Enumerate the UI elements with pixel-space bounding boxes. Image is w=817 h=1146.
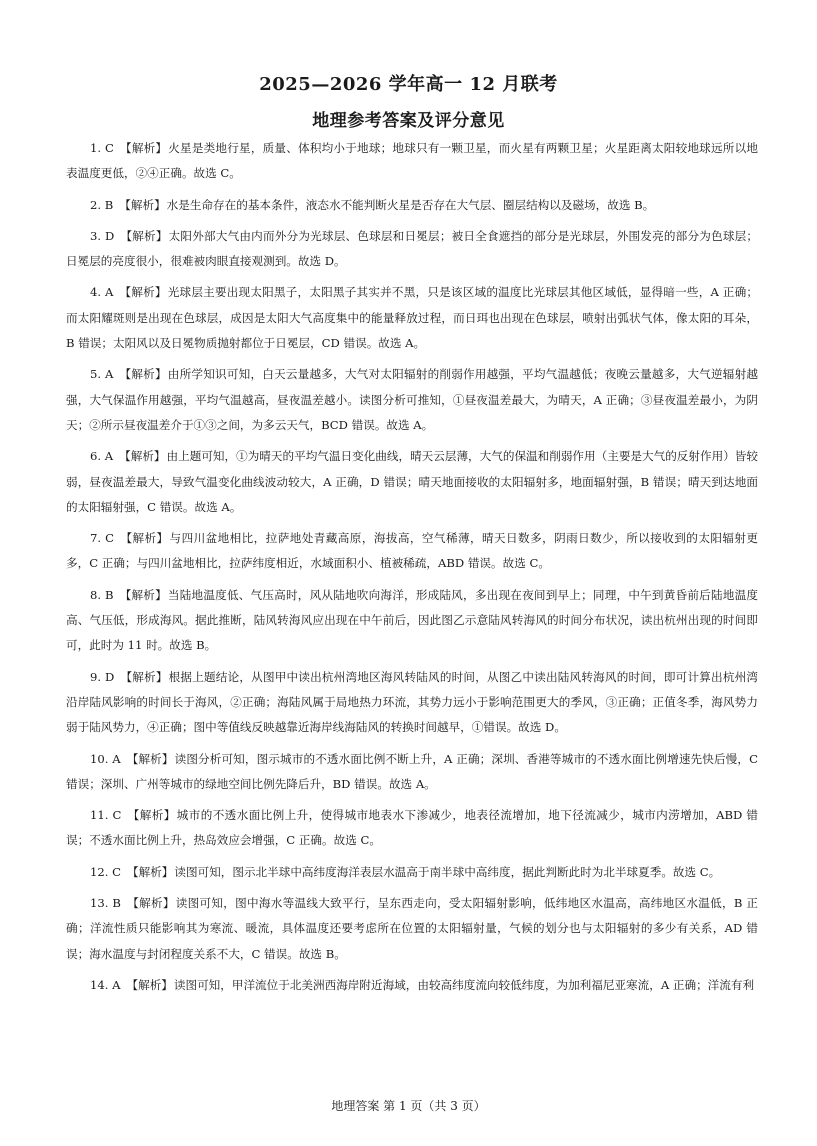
analysis-tag: 【解析】 xyxy=(120,531,169,546)
analysis-text: 根据上题结论，从图甲中读出杭州湾地区海风转陆风的时间，从图乙中读出陆风转海风的时间，即可计算出杭州湾沿岸陆风影响的时间长于海风，②正确；海陆风属于局地热力环流，其势力远小于影响范围更大的季风，③正确；正值冬季，海风势力弱于陆风势力，④正确；图中等值线反映越靠近海岸线海陆风的转换时间越早，①错误。故选 D。 xyxy=(66,669,758,735)
answer-number: 14. A xyxy=(90,977,121,992)
answer-item-14 xyxy=(66,973,758,998)
analysis-text: 由上题可知，①为晴天的平均气温日变化曲线，晴天云层薄，大气的保温和削弱作用（主要是大气的反射作用）皆较弱，昼夜温差最大，导致气温变化曲线波动较大，A 正确，D 错误；晴天地面接收的太阳辐射多，地面辐射强，B 错误；晴天到达地面的太阳辐射强，C 错误。故选 A。 xyxy=(66,449,758,514)
answer-number: 2. B xyxy=(90,197,114,212)
answer-item-1 xyxy=(66,136,758,187)
answer-number: 3. D xyxy=(90,228,115,243)
analysis-tag: 【解析】 xyxy=(127,808,176,823)
answer-number: 12. C xyxy=(90,864,121,879)
answer-number: 1. C xyxy=(90,141,114,155)
answer-number: 7. C xyxy=(90,531,115,546)
answer-item-4 xyxy=(66,280,758,356)
analysis-text: 水是生命存在的基本条件，液态水不能判断火星是否存在大气层、圈层结构以及磁场，故选 B。 xyxy=(166,197,655,212)
analysis-text: 太阳外部大气由内而外分为光球层、色球层和日冕层；被日全食遮挡的部分是光球层，外围发亮的部分为色球层；日冕层的亮度很小，很难被肉眼直接观测到。故选 D。 xyxy=(66,228,758,269)
analysis-text: 读图可知，图示北半球中高纬度海洋表层水温高于南半球中高纬度，据此判断此时为北半球夏季。故选 C。 xyxy=(174,864,721,879)
analysis-text: 火星是类地行星，质量、体积均小于地球；地球只有一颗卫星，而火星有两颗卫星；火星距离太阳较地球远所以地表温度更低，②④正确。故选 C。 xyxy=(66,141,758,181)
analysis-text: 读图分析可知，图示城市的不透水面比例不断上升，A 正确；深圳、香港等城市的不透水面比例增速先快后慢，C 错误；深圳、广州等城市的绿地空间比例先降后升，BD 错误。故选 A。 xyxy=(66,751,758,791)
answer-item-11 xyxy=(66,803,758,854)
answer-number: 5. A xyxy=(90,367,114,382)
answer-item-9 xyxy=(66,665,758,741)
answer-list xyxy=(66,136,758,1004)
analysis-tag: 【解析】 xyxy=(126,896,175,911)
answer-number: 11. C xyxy=(90,808,122,823)
answer-item-5 xyxy=(66,362,758,438)
analysis-text: 读图可知，图中海水等温线大致平行，呈东西走向，受太阳辐射影响，低纬地区水温高，高纬地区水温低，B 正确；洋流性质只能影响其为寒流、暖流，具体温度还要考虑所在位置的太阳辐射量，气候的划分也与太阳辐射的多少有关系，AD 错误；海水温度与封闭程度关系不大，C 错误。故选 B。 xyxy=(66,896,758,961)
answer-item-10 xyxy=(66,747,758,798)
analysis-tag: 【解析】 xyxy=(127,864,174,879)
page-title: 2025—2026 学年高一 12 月联考 xyxy=(259,74,558,95)
analysis-text: 光球层主要出现太阳黑子，太阳黑子其实并不黑，只是该区域的温度比光球层其他区域低，显得暗一些，A 正确；而太阳耀斑则是出现在色球层，成因是太阳大气高度集中的能量释放过程，而日珥也出现在色球层，喷射出弧状气体，像太阳的耳朵，B 错误；太阳风以及日冕物质抛射都位于日冕层，CD 错误。故选 A。 xyxy=(66,285,758,351)
answer-item-8 xyxy=(66,583,758,659)
analysis-text: 由所学知识可知，白天云量越多，大气对太阳辐射的削弱作用越强，平均气温越低；夜晚云量越多，大气逆辐射越强，大气保温作用越强，平均气温越高，昼夜温差越小。读图分析可推知，①昼夜温差最大，为晴天，A 正确；③昼夜温差最小，为阴天；②所示昼夜温差介于①③之间，为多云天气，BCD 错误。故选 A。 xyxy=(66,367,758,432)
page-footer: 地理答案 第 1 页（共 3 页） xyxy=(331,1099,486,1113)
analysis-tag: 【解析】 xyxy=(120,228,168,243)
analysis-tag: 【解析】 xyxy=(120,669,168,684)
analysis-tag: 【解析】 xyxy=(119,285,167,300)
analysis-tag: 【解析】 xyxy=(119,449,166,464)
answer-item-2 xyxy=(66,193,758,218)
answer-item-6 xyxy=(66,444,758,520)
analysis-tag: 【解析】 xyxy=(119,141,168,155)
analysis-tag: 【解析】 xyxy=(119,367,167,382)
answer-item-12 xyxy=(66,860,758,885)
analysis-text: 读图可知，甲洋流位于北美洲西海岸附近海域，由较高纬度流向较低纬度，为加利福尼亚寒流，A 正确；洋流有利 xyxy=(173,977,755,992)
analysis-tag: 【解析】 xyxy=(119,197,166,212)
analysis-tag: 【解析】 xyxy=(126,751,174,766)
analysis-text: 当陆地温度低、气压高时，风从陆地吹向海洋，形成陆风，多出现在夜间到早上；同理，中午到黄昏前后陆地温度高、气压低，形成海风。据此推断，陆风转海风应出现在中午前后，因此图乙示意陆风转海风的时间分布状况，读出杭州出现的时间即可，此时为 11 时。故选 B。 xyxy=(66,587,758,653)
answer-number: 6. A xyxy=(90,449,114,464)
analysis-tag: 【解析】 xyxy=(126,977,173,992)
answer-number: 8. B xyxy=(90,587,114,602)
page-subtitle: 地理参考答案及评分意见 xyxy=(312,111,505,131)
analysis-text: 城市的不透水面比例上升，使得城市地表水下渗减少，地表径流增加，地下径流减少，城市内涝增加，ABD 错误；不透水面比例上升，热岛效应会增强，C 正确。故选 C。 xyxy=(66,808,758,848)
answer-item-3 xyxy=(66,224,758,275)
answer-number: 4. A xyxy=(90,285,114,300)
answer-number: 13. B xyxy=(90,896,121,911)
answer-item-7 xyxy=(66,526,758,577)
answer-item-13 xyxy=(66,891,758,967)
answer-number: 9. D xyxy=(90,669,115,684)
analysis-tag: 【解析】 xyxy=(119,587,167,602)
answer-number: 10. A xyxy=(90,751,121,766)
analysis-text: 与四川盆地相比，拉萨地处青藏高原，海拔高，空气稀薄，晴天日数多，阴雨日数少，所以接收到的太阳辐射更多，C 正确；与四川盆地相比，拉萨纬度相近，水域面积小、植被稀疏，ABD 错误。故选 C。 xyxy=(66,531,758,571)
